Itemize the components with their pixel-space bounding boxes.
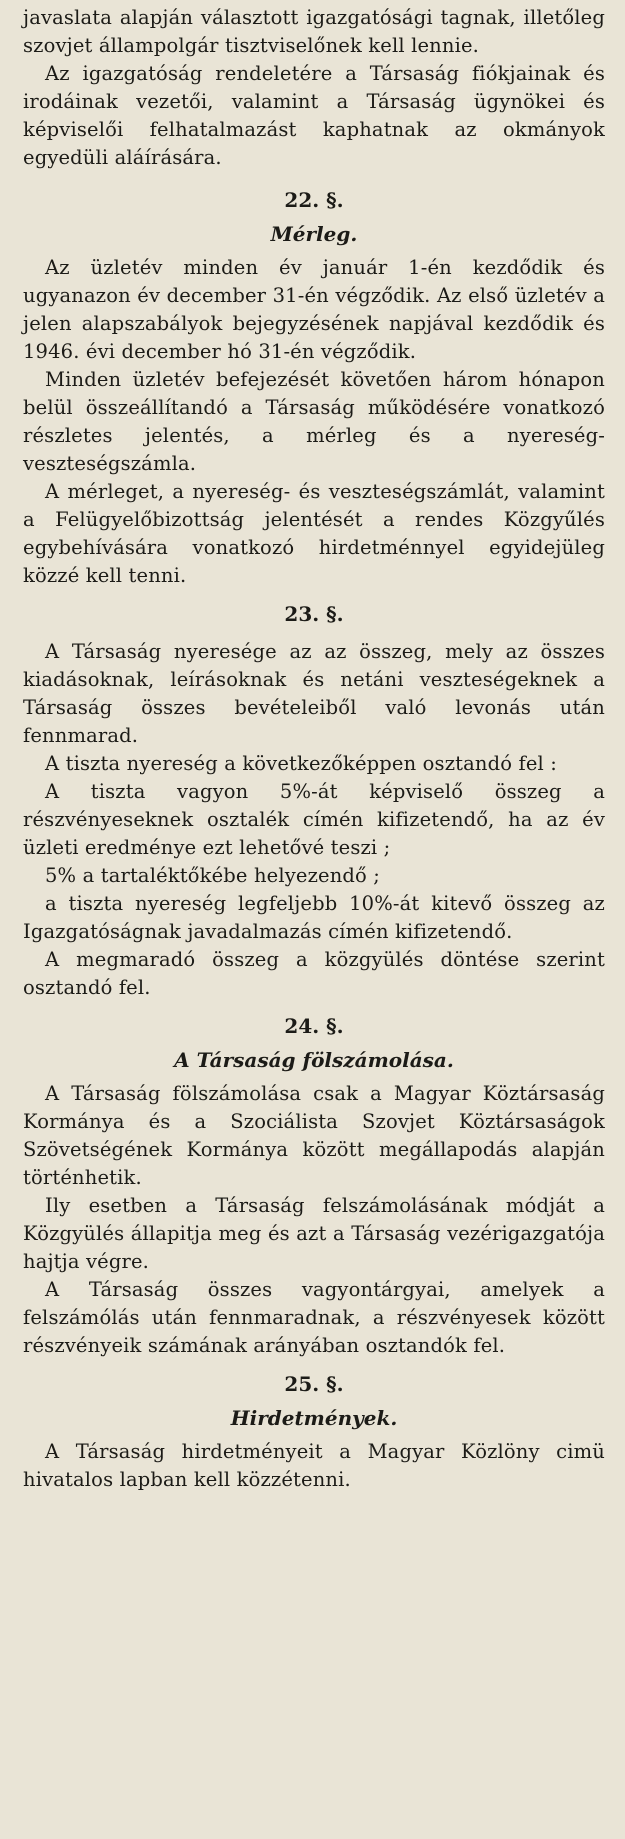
section-title-24: A Társaság fölszámolása.	[174, 1048, 454, 1072]
paragraph-s24-3: A Társaság összes vagyontárgyai, amelyek a felszámólás után fennmaradnak, a részvényesek között részvényeik számának arányában osztandók fel.	[23, 1278, 605, 1357]
section-number-24: 24. §.	[284, 1014, 344, 1038]
paragraph-s23-2: A tiszta nyereség a következőképpen osztandó fel :	[45, 752, 557, 775]
paragraph-s22-1: Az üzletév minden év január 1-én kezdődik és ugyanazon év december 31-én végződik. Az első üzletév a jelen alapszabályok bejegyzésének napjával kezdődik és 1946. évi december hó 31-én végződik.	[23, 256, 605, 363]
paragraph-s23-4: 5% a tartaléktőkébe helyezendő ;	[45, 864, 381, 887]
paragraph-s23-3: A tiszta vagyon 5%-át képviselő összeg a részvényeseknek osztalék címén kifizetendő, ha az év üzleti eredménye ezt lehetővé teszi ;	[23, 780, 605, 859]
section-number-25: 25. §.	[284, 1372, 344, 1396]
paragraph-s25-1: A Társaság hirdetményeit a Magyar Közlöny cimü hivatalos lapban kell közzétenni.	[23, 1440, 605, 1491]
paragraph-s21-signatures: Az igazgatóság rendeletére a Társaság fiókjainak és irodáinak vezetői, valamint a Társaság ügynökei és képviselői felhatalmazást kaphatnak az okmányok egyedüli aláírására.	[23, 62, 605, 169]
paragraph-s21-continuation: javaslata alapján választott igazgatósági tagnak, illetőleg szovjet állampolgár tisztviselőnek kell lennie.	[23, 6, 605, 57]
section-number-23: 23. §.	[284, 602, 344, 626]
section-title-22: Mérleg.	[270, 222, 358, 246]
paragraph-s24-2: Ily esetben a Társaság felszámolásának módját a Közgyülés állapitja meg és azt a Társaság vezérigazgatója hajtja végre.	[23, 1194, 605, 1273]
paragraph-s23-6: A megmaradó összeg a közgyülés döntése szerint osztandó fel.	[23, 948, 605, 999]
paragraph-s23-5: a tiszta nyereség legfeljebb 10%-át kitevő összeg az Igazgatóságnak javadalmazás címén kifizetendő.	[23, 892, 605, 943]
paragraph-s24-1: A Társaság fölszámolása csak a Magyar Köztársaság Kormánya és a Szociálista Szovjet Köztársaságok Szövetségének Kormánya között megállapodás alapján történhetik.	[23, 1082, 605, 1189]
paragraph-s22-2: Minden üzletév befejezését követően három hónapon belül összeállítandó a Társaság működésére vonatkozó részletes jelentés, a mérleg és a nyereség-veszteségszámla.	[23, 368, 605, 475]
paragraph-s23-1: A Társaság nyeresége az az összeg, mely az összes kiadásoknak, leírásoknak és netáni veszteségeknek a Társaság összes bevételeiből való levonás után fennmarad.	[23, 640, 605, 747]
section-number-22: 22. §.	[284, 188, 344, 212]
paragraph-s22-3: A mérleget, a nyereség- és veszteségszámlát, valamint a Felügyelőbizottság jelentését a rendes Közgyűlés egybehívására vonatkozó hirdetménnyel egyidejüleg közzé kell tenni.	[23, 480, 605, 587]
section-title-25: Hirdetmények.	[230, 1406, 398, 1430]
